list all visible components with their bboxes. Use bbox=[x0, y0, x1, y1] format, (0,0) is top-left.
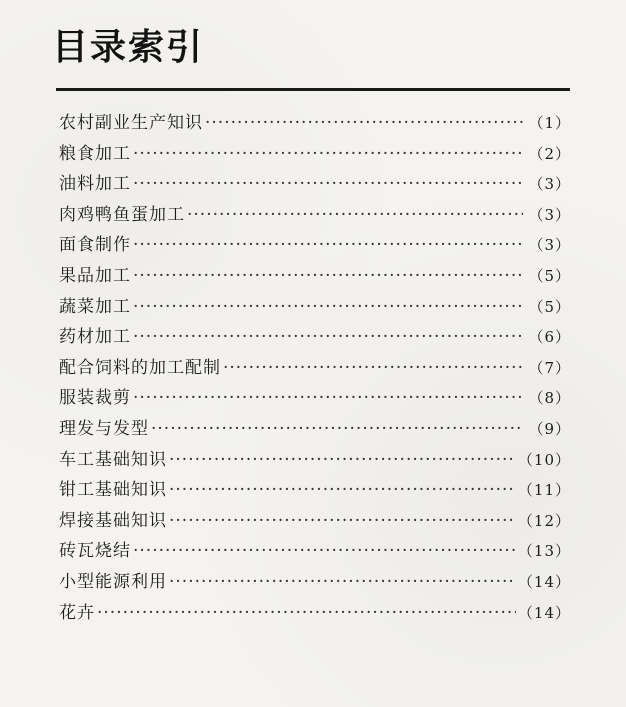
toc-entry[interactable] bbox=[59, 567, 571, 598]
toc-entry-page: （3） bbox=[528, 205, 571, 224]
toc-entry[interactable] bbox=[59, 536, 571, 567]
toc-entry-title: 果品加工 bbox=[59, 265, 131, 286]
toc-leader-dots bbox=[223, 353, 523, 383]
toc-leader-dots bbox=[133, 292, 523, 322]
toc-entry-page: （14） bbox=[517, 572, 571, 591]
table-of-contents bbox=[59, 108, 571, 628]
toc-entry-page: （14） bbox=[517, 603, 571, 622]
toc-entry-title: 服装裁剪 bbox=[59, 388, 131, 409]
toc-entry-title: 粮食加工 bbox=[59, 143, 131, 164]
toc-entry[interactable] bbox=[59, 383, 571, 414]
toc-entry-page: （12） bbox=[517, 511, 571, 530]
toc-entry-page: （7） bbox=[528, 358, 571, 377]
toc-leader-dots bbox=[133, 322, 523, 352]
toc-entry[interactable] bbox=[59, 414, 571, 445]
toc-entry-title: 油料加工 bbox=[59, 174, 131, 195]
toc-leader-dots bbox=[187, 200, 523, 230]
toc-leader-dots bbox=[169, 506, 516, 536]
toc-entry-page: （5） bbox=[528, 266, 571, 285]
page-title: 目录索引 bbox=[52, 27, 205, 68]
toc-entry-page: （3） bbox=[528, 236, 571, 255]
toc-entry-title: 肉鸡鸭鱼蛋加工 bbox=[59, 204, 185, 225]
toc-leader-dots bbox=[205, 108, 523, 138]
toc-leader-dots bbox=[133, 536, 516, 566]
toc-entry[interactable] bbox=[59, 322, 571, 353]
toc-entry-title: 钳工基础知识 bbox=[59, 480, 167, 501]
toc-entry-title: 药材加工 bbox=[59, 327, 131, 348]
toc-entry[interactable] bbox=[59, 169, 571, 200]
toc-entry[interactable] bbox=[59, 598, 571, 629]
toc-entry-title: 农村副业生产知识 bbox=[59, 113, 203, 133]
toc-entry-title: 面食制作 bbox=[59, 235, 131, 256]
toc-entry[interactable] bbox=[59, 353, 571, 384]
toc-entry-title: 小型能源利用 bbox=[59, 571, 167, 592]
toc-entry-title: 蔬菜加工 bbox=[59, 296, 131, 317]
toc-leader-dots bbox=[169, 567, 516, 597]
toc-entry-page: （9） bbox=[528, 419, 571, 438]
toc-leader-dots bbox=[151, 414, 523, 444]
toc-entry-page: （3） bbox=[528, 175, 571, 194]
toc-entry[interactable] bbox=[59, 292, 571, 323]
toc-entry-title: 车工基础知识 bbox=[59, 449, 167, 470]
toc-entry-title: 砖瓦烧结 bbox=[59, 541, 131, 562]
toc-entry-title: 配合饲料的加工配制 bbox=[59, 357, 221, 378]
toc-leader-dots bbox=[169, 475, 516, 505]
toc-entry[interactable] bbox=[59, 445, 571, 476]
toc-leader-dots bbox=[133, 230, 523, 260]
toc-entry-title: 焊接基础知识 bbox=[59, 510, 167, 531]
toc-leader-dots bbox=[169, 445, 516, 475]
toc-entry[interactable] bbox=[59, 139, 571, 170]
toc-entry-page: （1） bbox=[528, 114, 571, 132]
toc-entry-title: 花卉 bbox=[59, 602, 95, 623]
toc-leader-dots bbox=[133, 261, 523, 291]
title-divider bbox=[56, 88, 570, 91]
toc-leader-dots bbox=[133, 139, 523, 169]
toc-entry[interactable] bbox=[59, 261, 571, 292]
toc-entry[interactable] bbox=[59, 506, 571, 537]
toc-entry-title: 理发与发型 bbox=[59, 418, 149, 439]
toc-entry-page: （6） bbox=[528, 328, 571, 347]
toc-leader-dots bbox=[97, 598, 516, 628]
toc-entry-page: （10） bbox=[517, 450, 571, 469]
toc-entry-page: （5） bbox=[528, 297, 571, 316]
toc-entry-page: （11） bbox=[517, 481, 571, 500]
toc-entry[interactable] bbox=[59, 230, 571, 261]
toc-entry-page: （8） bbox=[528, 389, 571, 408]
toc-entry-page: （2） bbox=[528, 144, 571, 163]
toc-entry-page: （13） bbox=[517, 542, 571, 561]
toc-entry[interactable] bbox=[59, 200, 571, 231]
toc-entry[interactable] bbox=[59, 108, 571, 139]
toc-entry[interactable] bbox=[59, 475, 571, 506]
toc-leader-dots bbox=[133, 383, 523, 413]
toc-leader-dots bbox=[133, 169, 523, 199]
